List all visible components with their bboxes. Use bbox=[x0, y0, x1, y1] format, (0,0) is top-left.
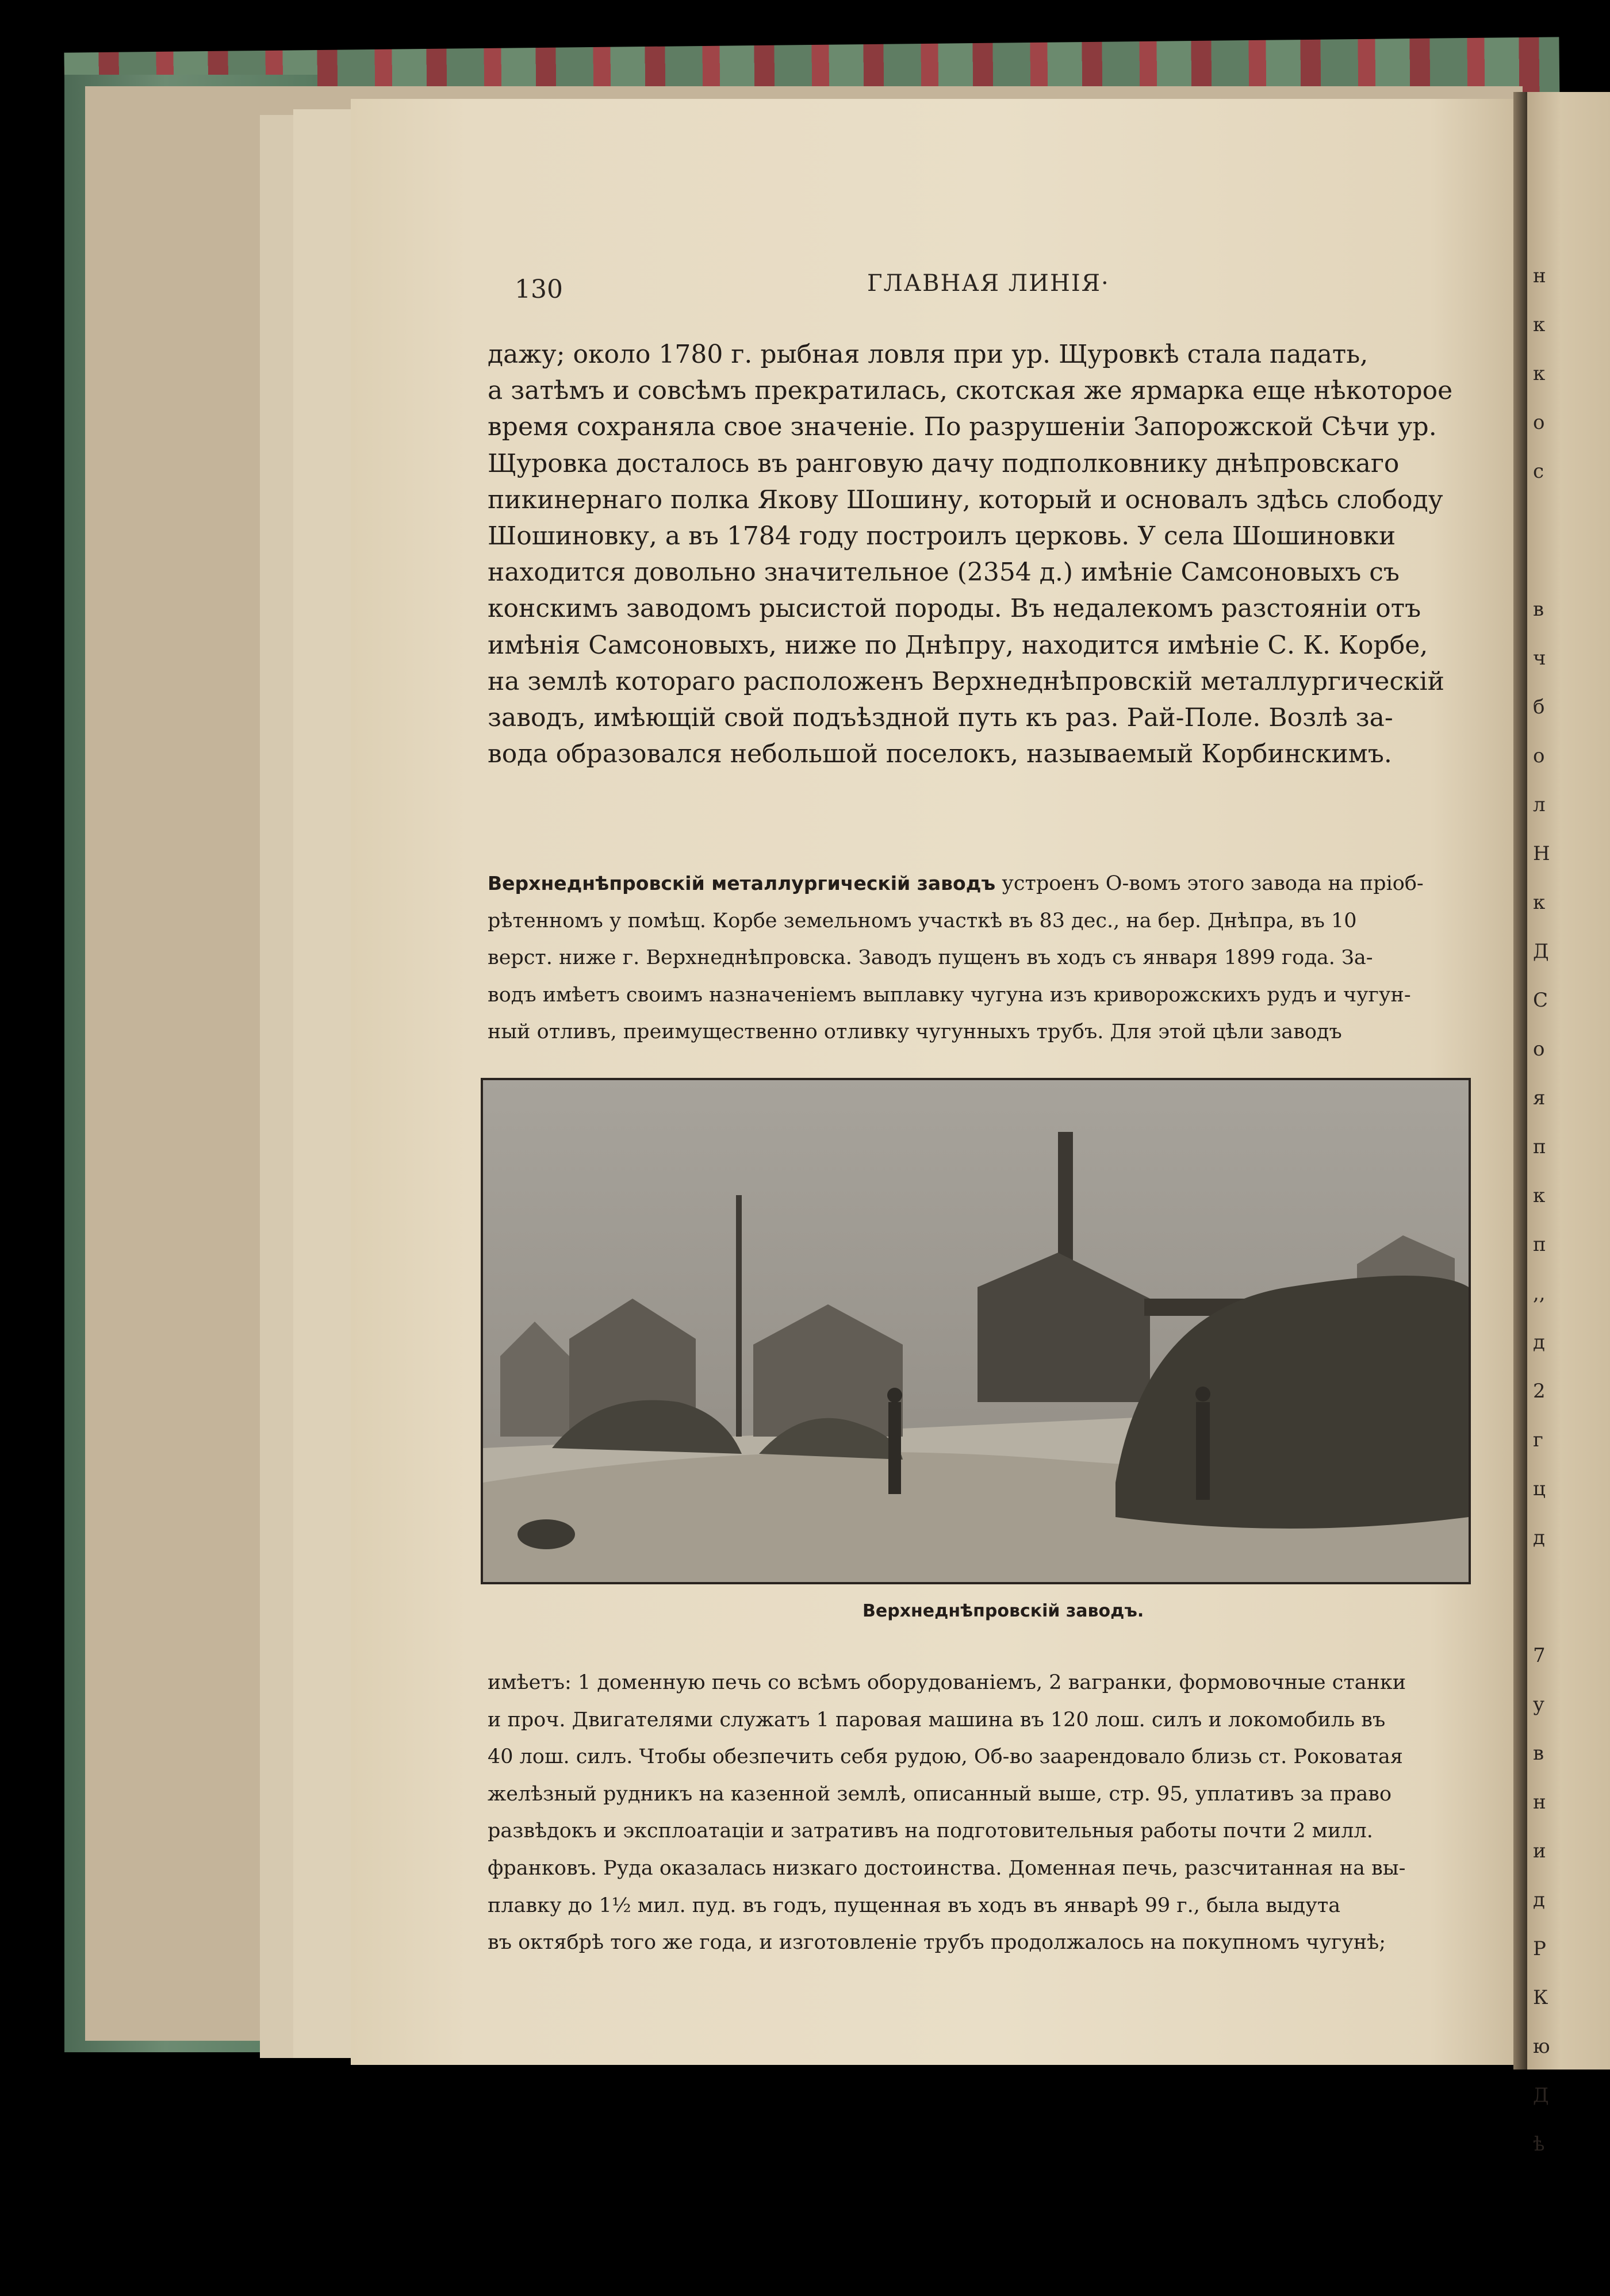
text-line: конскимъ заводомъ рысистой породы. Въ недалекомъ разстояніи отъ bbox=[488, 594, 1421, 624]
factory-photograph bbox=[481, 1078, 1471, 1584]
facing-page-text-fragment: ,, bbox=[1533, 1282, 1546, 1305]
facing-page-text-fragment: д bbox=[1533, 1526, 1545, 1549]
facing-page-text-fragment: о bbox=[1533, 1038, 1545, 1061]
facing-page-fragment bbox=[1527, 92, 1610, 2156]
facing-page-text-fragment: к bbox=[1533, 362, 1546, 385]
facing-page-text-fragment: 2 bbox=[1533, 1380, 1546, 1403]
facing-page-text-fragment: и bbox=[1533, 1840, 1546, 1863]
facing-page-text-fragment: к bbox=[1533, 1184, 1546, 1207]
facing-page-text-fragment: ц bbox=[1533, 1477, 1546, 1500]
factory-photo-illustration bbox=[483, 1080, 1469, 1582]
text-line: а затѣмъ и совсѣмъ прекратилась, скотская же ярмарка еще нѣкоторое bbox=[488, 376, 1453, 406]
facing-page-text-fragment: г bbox=[1533, 1429, 1543, 1452]
facing-page-text-fragment: Н bbox=[1533, 842, 1550, 865]
facing-page-text-fragment: Д bbox=[1533, 2084, 1549, 2107]
text-line: имѣнія Самсоновыхъ, ниже по Днѣпру, находится имѣніе С. К. Корбе, bbox=[488, 630, 1428, 660]
facing-page-text-fragment: я bbox=[1533, 1086, 1546, 1109]
facing-page-text-fragment: д bbox=[1533, 1331, 1545, 1354]
facing-page-text-fragment: н bbox=[1533, 1791, 1546, 1814]
facing-page-text-fragment: д bbox=[1533, 1888, 1545, 1911]
facing-page-text-fragment: Д bbox=[1533, 940, 1549, 963]
facing-page-text-fragment: п bbox=[1533, 1233, 1546, 1256]
facing-page-text-fragment: Р bbox=[1533, 1937, 1546, 1960]
facing-page-text-fragment: к bbox=[1533, 313, 1546, 336]
facing-page-text-fragment: п bbox=[1533, 1135, 1546, 1158]
text-line: пикинернаго полка Якову Шошину, который и основалъ здѣсь слободу bbox=[488, 485, 1443, 515]
text-line: заводъ, имѣющій свой подъѣздной путь къ раз. Рай-Поле. Возлѣ за- bbox=[488, 702, 1393, 732]
facing-page-text-fragment: 7 bbox=[1533, 1644, 1546, 1667]
text-line: желѣзный рудникъ на казенной землѣ, описанный выше, стр. 95, уплативъ за право bbox=[488, 1782, 1392, 1806]
text-line: Шошиновку, а въ 1784 году построилъ церковь. У села Шошиновки bbox=[488, 521, 1396, 551]
facing-page-text-fragment: н bbox=[1533, 264, 1546, 287]
facing-page-text-fragment: с bbox=[1533, 460, 1544, 483]
facing-page-text-fragment: л bbox=[1533, 793, 1546, 816]
text-line: франковъ. Руда оказалась низкаго достоинства. Доменная печь, разсчитанная на вы- bbox=[488, 1856, 1406, 1880]
text-line: водъ имѣетъ своимъ назначеніемъ выплавку чугуна изъ криворожскихъ рудъ и чугун- bbox=[488, 983, 1411, 1007]
facing-page-text-fragment: ю bbox=[1533, 2035, 1550, 2058]
page-number: 130 bbox=[515, 275, 563, 304]
text-line: дажу; около 1780 г. рыбная ловля при ур. Щуровкѣ стала падать, bbox=[488, 340, 1368, 369]
text-line: вода образовался небольшой поселокъ, называемый Корбинскимъ. bbox=[488, 739, 1392, 769]
small-print-paragraph bbox=[488, 865, 1465, 1051]
text-line: ный отливъ, преимущественно отливку чугунныхъ трубъ. Для этой цѣли заводъ bbox=[488, 1020, 1342, 1044]
book-gutter bbox=[1513, 92, 1527, 2070]
facing-page-text-fragment: в bbox=[1533, 1742, 1544, 1765]
text-line: и проч. Двигателями служатъ 1 паровая машина въ 120 лош. силъ и локомобиль въ bbox=[488, 1708, 1386, 1731]
facing-page-text-fragment: б bbox=[1533, 696, 1545, 719]
text-line: время сохраняла свое значеніе. По разрушеніи Запорожской Сѣчи ур. bbox=[488, 412, 1437, 442]
body-paragraph bbox=[488, 336, 1465, 772]
paragraph-lead: Верхнеднѣпровскій металлургическій заводъ bbox=[488, 872, 996, 894]
facing-page-text-fragment: К bbox=[1533, 1986, 1548, 2009]
facing-page-text-fragment: о bbox=[1533, 411, 1545, 434]
text-line: 40 лош. силъ. Чтобы обезпечить себя рудою, Об-во заарендовало близь ст. Роковатая bbox=[488, 1745, 1403, 1769]
text-line: на землѣ котораго расположенъ Верхнеднѣпровскій металлургическій bbox=[488, 666, 1444, 696]
text-line: находится довольно значительное (2354 д.) имѣніе Самсоновыхъ съ bbox=[488, 558, 1400, 588]
facing-page-text-fragment: к bbox=[1533, 891, 1546, 914]
facing-page-text-fragment: о bbox=[1533, 744, 1545, 767]
running-head: ГЛАВНАЯ ЛИНІЯ· bbox=[867, 270, 1110, 297]
text-line: верст. ниже г. Верхнеднѣпровска. Заводъ пущенъ въ ходъ съ января 1899 года. За- bbox=[488, 946, 1373, 970]
facing-page-text-fragment: у bbox=[1533, 1693, 1545, 1716]
text-line: Щуровка досталось въ ранговую дачу подполковнику днѣпровскаго bbox=[488, 448, 1400, 478]
text-line: рѣтенномъ у помѣщ. Корбе земельномъ участкѣ въ 83 дес., на бер. Днѣпра, въ 10 bbox=[488, 909, 1357, 932]
text-line: плавку до 1½ мил. пуд. въ годъ, пущенная въ ходъ въ январѣ 99 г., была выдута bbox=[488, 1894, 1341, 1917]
text-line bbox=[488, 865, 1465, 903]
facing-page-text-fragment: в bbox=[1533, 598, 1544, 621]
text-line: развѣдокъ и эксплоатаціи и затративъ на подготовительныя работы почти 2 милл. bbox=[488, 1819, 1373, 1843]
photo-caption: Верхнеднѣпровскій заводъ. bbox=[862, 1601, 1144, 1621]
facing-page-text-fragment: С bbox=[1533, 989, 1548, 1012]
facing-page-text-fragment: ч bbox=[1533, 647, 1546, 670]
text-line: имѣетъ: 1 доменную печь со всѣмъ оборудованіемъ, 2 вагранки, формовочные станки bbox=[488, 1671, 1406, 1694]
text-line-rest: устроенъ О-вомъ этого завода на пріоб- bbox=[995, 872, 1424, 895]
text-line: въ октябрѣ того же года, и изготовленіе трубъ продолжалось на покупномъ чугунѣ; bbox=[488, 1931, 1386, 1955]
facing-page-text-fragment: ѣ bbox=[1533, 2133, 1545, 2156]
small-print-paragraph-continued bbox=[488, 1664, 1477, 1961]
